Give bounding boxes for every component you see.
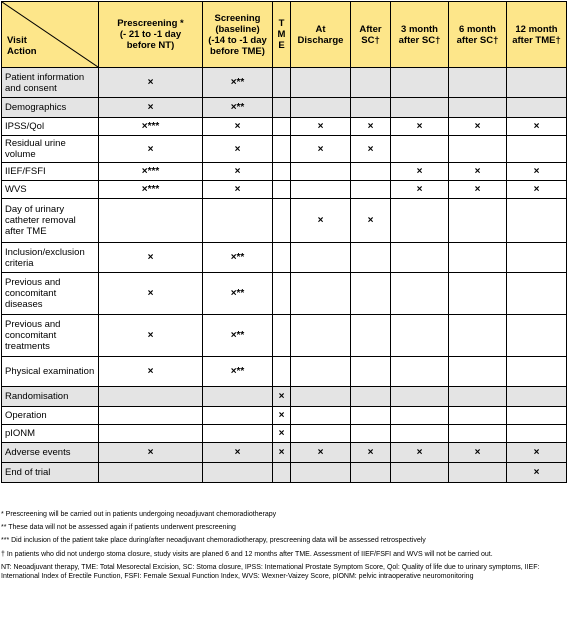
cell-discharge bbox=[291, 98, 351, 118]
cell-prescreen bbox=[99, 387, 203, 407]
table-row bbox=[2, 407, 567, 425]
cell-after_sc bbox=[351, 243, 391, 273]
column-header-line: (- 21 to -1 day bbox=[119, 29, 182, 40]
footnote: † In patients who did not undergo stoma closure, study visits are planed 6 and 12 months after TME. Assessment of IIEF/FSFI and WVS will not be carried out. bbox=[1, 550, 493, 558]
cell-after_sc bbox=[351, 425, 391, 443]
action-label: IIEF/FSFI bbox=[2, 163, 99, 181]
cell-discharge bbox=[291, 181, 351, 199]
cell-m6: × bbox=[449, 443, 507, 463]
cell-tme bbox=[273, 181, 291, 199]
cell-screen: × bbox=[203, 118, 273, 136]
table-row bbox=[2, 163, 567, 181]
cell-m6 bbox=[449, 273, 507, 315]
cell-m6 bbox=[449, 199, 507, 243]
corner-header-cell bbox=[2, 2, 99, 68]
cell-screen bbox=[203, 463, 273, 483]
table-row bbox=[2, 136, 567, 163]
cell-m3 bbox=[391, 387, 449, 407]
cell-screen bbox=[203, 425, 273, 443]
cell-m12: × bbox=[507, 118, 567, 136]
cell-screen: ×** bbox=[203, 273, 273, 315]
column-header-line: (-14 to -1 day bbox=[208, 34, 267, 46]
column-header-line: 12 month bbox=[515, 23, 558, 35]
cell-m12: × bbox=[507, 163, 567, 181]
cell-m3 bbox=[391, 315, 449, 357]
cell-screen bbox=[203, 407, 273, 425]
cell-screen: ×** bbox=[203, 98, 273, 118]
cell-m6 bbox=[449, 425, 507, 443]
cell-m12: × bbox=[507, 181, 567, 199]
cell-prescreen: × bbox=[99, 273, 203, 315]
table-row bbox=[2, 357, 567, 387]
cell-m6 bbox=[449, 357, 507, 387]
table-row bbox=[2, 98, 567, 118]
cell-m12 bbox=[507, 407, 567, 425]
cell-m12 bbox=[507, 136, 567, 163]
schedule-table bbox=[1, 1, 567, 483]
cell-m12 bbox=[507, 425, 567, 443]
cell-screen bbox=[203, 387, 273, 407]
cell-m3 bbox=[391, 273, 449, 315]
cell-tme: × bbox=[273, 443, 291, 463]
cell-discharge: × bbox=[291, 199, 351, 243]
footnote: *** Did inclusion of the patient take place during/after neoadjuvant chemoradiotherapy, prescreening data will be assessed retrospectively bbox=[1, 537, 426, 545]
cell-tme bbox=[273, 68, 291, 98]
cell-screen: × bbox=[203, 443, 273, 463]
cell-after_sc: × bbox=[351, 199, 391, 243]
action-label: WVS bbox=[2, 181, 99, 199]
cell-m12 bbox=[507, 273, 567, 315]
table-row bbox=[2, 463, 567, 483]
cell-prescreen bbox=[99, 199, 203, 243]
cell-discharge: × bbox=[291, 136, 351, 163]
cell-prescreen: × bbox=[99, 98, 203, 118]
column-header-line: before TME) bbox=[210, 45, 265, 57]
cell-m6 bbox=[449, 136, 507, 163]
cell-m3: × bbox=[391, 443, 449, 463]
cell-tme bbox=[273, 199, 291, 243]
cell-tme bbox=[273, 273, 291, 315]
action-label: End of trial bbox=[2, 463, 99, 483]
cell-discharge bbox=[291, 463, 351, 483]
cell-m6: × bbox=[449, 181, 507, 199]
footnote: ** These data will not be assessed again if patients underwent prescreening bbox=[1, 524, 236, 532]
cell-screen: ×** bbox=[203, 68, 273, 98]
action-label: Day of urinary catheter removal after TME bbox=[2, 199, 99, 243]
cell-discharge bbox=[291, 243, 351, 273]
cell-tme bbox=[273, 163, 291, 181]
cell-prescreen: × bbox=[99, 315, 203, 357]
action-label: Previous and concomitant diseases bbox=[2, 273, 99, 315]
column-header-line: Screening bbox=[214, 12, 261, 24]
cell-tme bbox=[273, 315, 291, 357]
cell-m3 bbox=[391, 425, 449, 443]
column-header-m6 bbox=[449, 2, 507, 68]
cell-screen: × bbox=[203, 181, 273, 199]
cell-m3 bbox=[391, 463, 449, 483]
cell-after_sc bbox=[351, 68, 391, 98]
footnotes bbox=[1, 510, 566, 585]
table-row bbox=[2, 273, 567, 315]
column-header-m12 bbox=[507, 2, 567, 68]
cell-discharge bbox=[291, 273, 351, 315]
cell-discharge bbox=[291, 357, 351, 387]
cell-tme bbox=[273, 357, 291, 387]
action-label: IPSS/Qol bbox=[2, 118, 99, 136]
cell-m6 bbox=[449, 407, 507, 425]
cell-m6 bbox=[449, 243, 507, 273]
column-header-line: Prescreening * bbox=[117, 18, 184, 29]
column-header-after_sc bbox=[351, 2, 391, 68]
column-header-line: M bbox=[277, 29, 286, 40]
cell-m12 bbox=[507, 68, 567, 98]
table-row bbox=[2, 199, 567, 243]
action-label: Inclusion/exclusion criteria bbox=[2, 243, 99, 273]
footnote: NT: Neoadjuvant therapy, TME: Total Mesorectal Excision, SC: Stoma closure, IPSS: International Prostate Symptom Score, Qol: Quality of life due to urinary symptoms, IIEF: International Index of Erectile Function, FSFI: Female Sexual Function Index, WVS: Wexner-Vaizey Score, pIONM: pelvic intraoperative neuromonitoring bbox=[1, 563, 540, 581]
cell-m12 bbox=[507, 199, 567, 243]
action-label: Previous and concomitant treatments bbox=[2, 315, 99, 357]
cell-tme bbox=[273, 463, 291, 483]
column-header-line: after SC† bbox=[398, 34, 441, 46]
action-label: Operation bbox=[2, 407, 99, 425]
cell-m6 bbox=[449, 98, 507, 118]
cell-m3 bbox=[391, 98, 449, 118]
cell-m12 bbox=[507, 357, 567, 387]
cell-after_sc bbox=[351, 357, 391, 387]
cell-screen bbox=[203, 199, 273, 243]
cell-prescreen: × bbox=[99, 357, 203, 387]
cell-m12: × bbox=[507, 463, 567, 483]
cell-tme bbox=[273, 98, 291, 118]
cell-discharge bbox=[291, 315, 351, 357]
cell-m12 bbox=[507, 315, 567, 357]
table-row bbox=[2, 425, 567, 443]
cell-after_sc: × bbox=[351, 136, 391, 163]
footnote: * Prescreening will be carried out in patients undergoing neoadjuvant chemoradiotherapy bbox=[1, 511, 277, 518]
column-header-line: SC† bbox=[361, 34, 380, 46]
cell-m3 bbox=[391, 407, 449, 425]
cell-after_sc: × bbox=[351, 118, 391, 136]
table-row bbox=[2, 443, 567, 463]
column-header-tme bbox=[273, 2, 291, 68]
cell-tme: × bbox=[273, 407, 291, 425]
cell-prescreen: ×*** bbox=[99, 163, 203, 181]
cell-prescreen: ×*** bbox=[99, 181, 203, 199]
column-header-line: before NT) bbox=[126, 40, 175, 51]
cell-m6 bbox=[449, 463, 507, 483]
cell-discharge: × bbox=[291, 118, 351, 136]
cell-prescreen: ×*** bbox=[99, 118, 203, 136]
cell-after_sc bbox=[351, 181, 391, 199]
cell-prescreen bbox=[99, 463, 203, 483]
cell-tme: × bbox=[273, 425, 291, 443]
cell-prescreen: × bbox=[99, 443, 203, 463]
cell-m3 bbox=[391, 357, 449, 387]
table-row bbox=[2, 68, 567, 98]
action-label: Demographics bbox=[2, 98, 99, 118]
cell-after_sc bbox=[351, 98, 391, 118]
cell-m12 bbox=[507, 387, 567, 407]
cell-m3: × bbox=[391, 163, 449, 181]
column-header-line: 6 month bbox=[459, 23, 496, 35]
cell-after_sc bbox=[351, 463, 391, 483]
cell-after_sc bbox=[351, 407, 391, 425]
cell-after_sc bbox=[351, 315, 391, 357]
column-header-line: E bbox=[278, 40, 285, 51]
table-row bbox=[2, 387, 567, 407]
cell-discharge bbox=[291, 163, 351, 181]
cell-after_sc bbox=[351, 273, 391, 315]
cell-prescreen bbox=[99, 425, 203, 443]
column-header-line: After bbox=[359, 23, 382, 35]
cell-discharge bbox=[291, 407, 351, 425]
column-header-prescreen bbox=[99, 2, 203, 68]
cell-m6: × bbox=[449, 163, 507, 181]
cell-discharge bbox=[291, 387, 351, 407]
column-header-line: T bbox=[278, 18, 285, 29]
cell-m6: × bbox=[449, 118, 507, 136]
cell-m6 bbox=[449, 387, 507, 407]
cell-screen: ×** bbox=[203, 243, 273, 273]
cell-screen: ×** bbox=[203, 315, 273, 357]
cell-tme bbox=[273, 118, 291, 136]
column-header-m3 bbox=[391, 2, 449, 68]
table-row bbox=[2, 118, 567, 136]
cell-m12 bbox=[507, 243, 567, 273]
action-label: Physical examination bbox=[2, 357, 99, 387]
column-header-screen bbox=[203, 2, 273, 68]
action-label: Patient information and consent bbox=[2, 68, 99, 98]
cell-prescreen: × bbox=[99, 68, 203, 98]
action-label: pIONM bbox=[2, 425, 99, 443]
cell-m3: × bbox=[391, 118, 449, 136]
cell-discharge: × bbox=[291, 443, 351, 463]
cell-after_sc bbox=[351, 387, 391, 407]
cell-tme bbox=[273, 243, 291, 273]
cell-screen: ×** bbox=[203, 357, 273, 387]
column-header-discharge bbox=[291, 2, 351, 68]
table-row bbox=[2, 181, 567, 199]
cell-m3 bbox=[391, 68, 449, 98]
table-row bbox=[2, 243, 567, 273]
cell-m3 bbox=[391, 243, 449, 273]
column-header-line: (baseline) bbox=[215, 23, 260, 35]
column-header-line: Discharge bbox=[297, 34, 344, 46]
cell-after_sc bbox=[351, 163, 391, 181]
cell-tme bbox=[273, 136, 291, 163]
cell-after_sc: × bbox=[351, 443, 391, 463]
cell-m12: × bbox=[507, 443, 567, 463]
column-header-line: 3 month bbox=[401, 23, 438, 35]
cell-m3 bbox=[391, 136, 449, 163]
cell-prescreen: × bbox=[99, 136, 203, 163]
column-header-line: after SC† bbox=[456, 34, 499, 46]
cell-m3: × bbox=[391, 181, 449, 199]
cell-m12 bbox=[507, 98, 567, 118]
action-label: Residual urine volume bbox=[2, 136, 99, 163]
cell-m6 bbox=[449, 68, 507, 98]
cell-discharge bbox=[291, 68, 351, 98]
cell-m6 bbox=[449, 315, 507, 357]
column-header-line: after TME† bbox=[512, 34, 561, 46]
action-label: Randomisation bbox=[2, 387, 99, 407]
cell-discharge bbox=[291, 425, 351, 443]
cell-m3 bbox=[391, 199, 449, 243]
action-label: Adverse events bbox=[2, 443, 99, 463]
cell-prescreen bbox=[99, 407, 203, 425]
cell-screen: × bbox=[203, 136, 273, 163]
cell-prescreen: × bbox=[99, 243, 203, 273]
table-row bbox=[2, 315, 567, 357]
cell-screen: × bbox=[203, 163, 273, 181]
cell-tme: × bbox=[273, 387, 291, 407]
corner-label-visit: Visit bbox=[7, 34, 27, 46]
column-header-line: At bbox=[315, 23, 326, 35]
corner-label-action: Action bbox=[7, 45, 37, 57]
